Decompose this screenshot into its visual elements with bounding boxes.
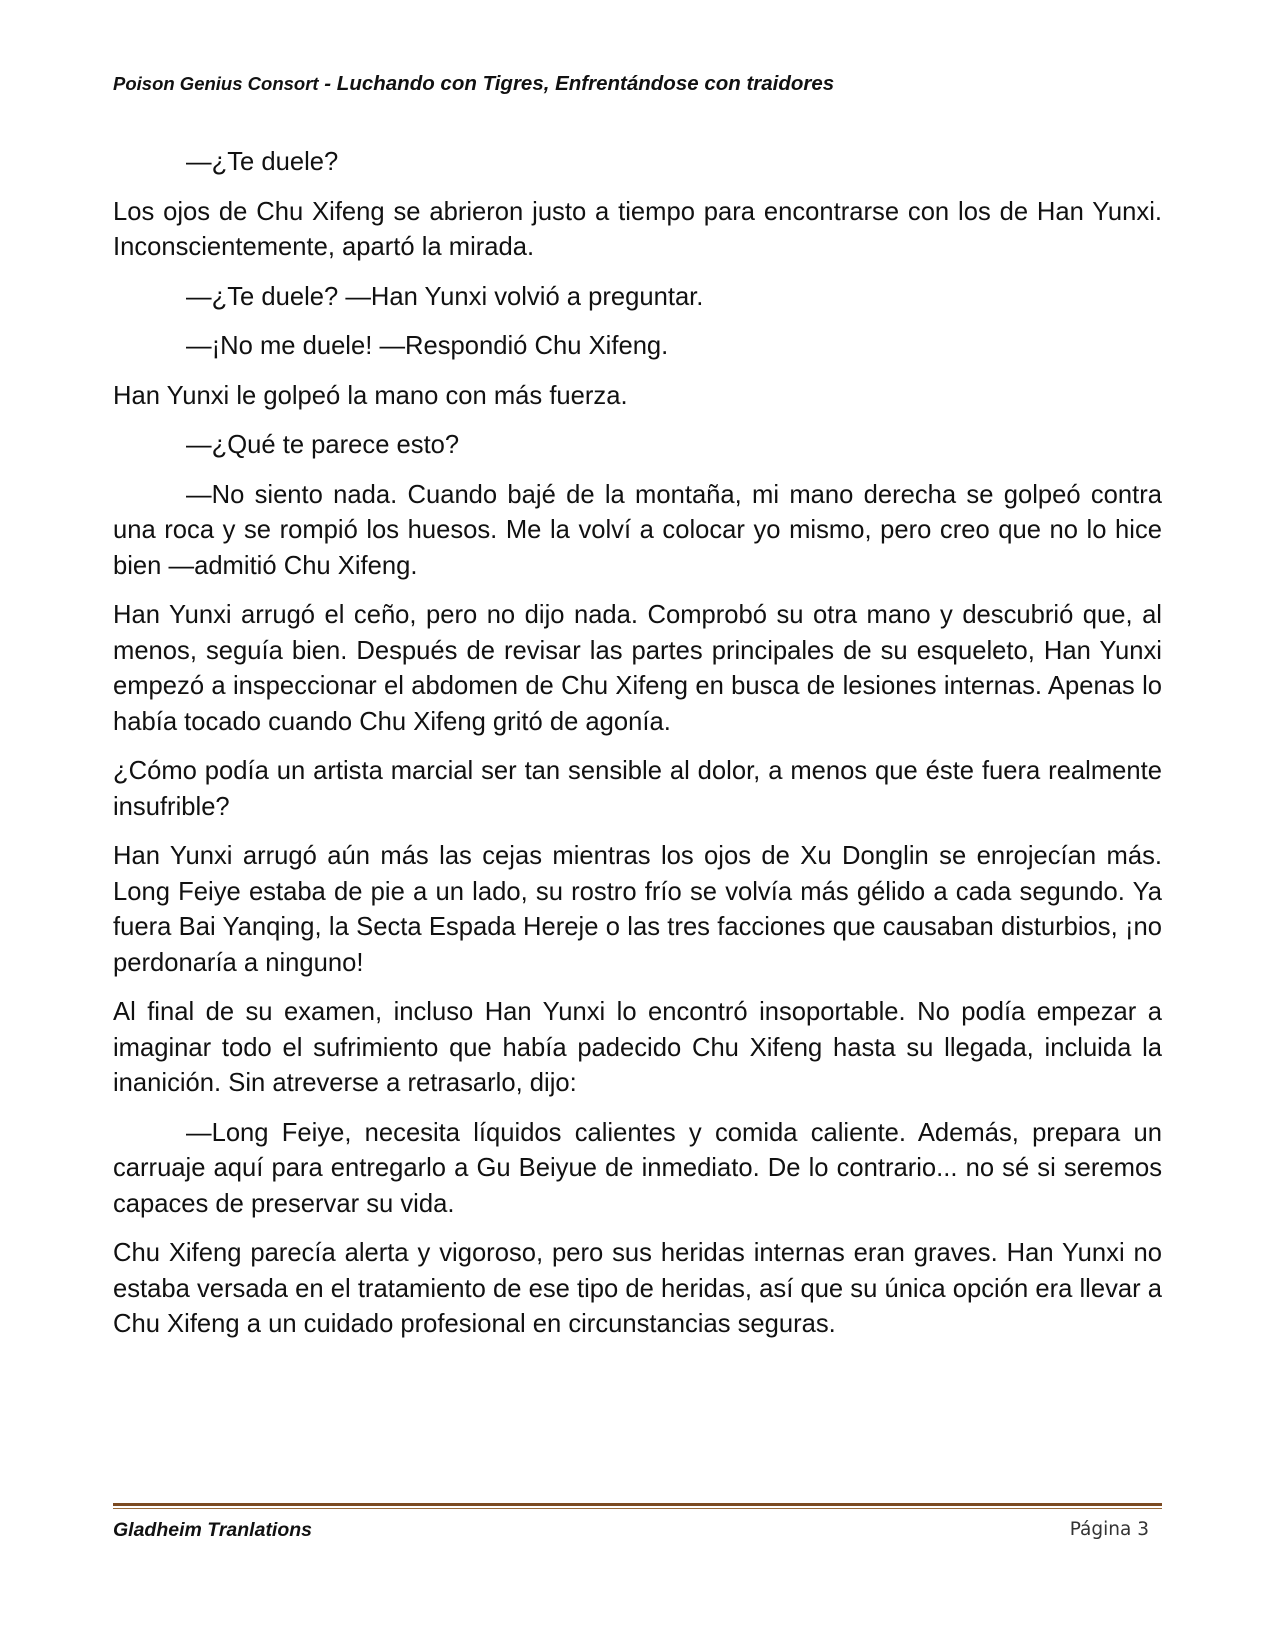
footer-credit: Gladheim Tranlations [113,1519,313,1541]
paragraph: Al final de su examen, incluso Han Yunxi lo encontró insoportable. No podía empezar a imaginar todo el sufrimiento que había padecido Chu Xifeng hasta su llegada, incluida la inanición. Sin atreverse a retrasarlo, dijo: [113,998,1162,1097]
header-chapter-title: Luchando con Tigres, Enfrentándose con traidores [336,72,835,95]
running-header [113,72,1173,96]
body-text [113,145,1162,1357]
paragraph: —¿Te duele? —Han Yunxi volvió a preguntar. [186,282,704,311]
page-number: Página 3 [1069,1519,1149,1540]
paragraph: Los ojos de Chu Xifeng se abrieron justo a tiempo para encontrarse con los de Han Yunxi. Inconscientemente, apartó la mirada. [113,197,1162,261]
paragraph: Han Yunxi arrugó el ceño, pero no dijo nada. Comprobó su otra mano y descubrió que, al menos, seguía bien. Después de revisar las partes principales de su esqueleto, Han Yunxi empezó a inspeccionar el abdomen de Chu Xifeng en busca de lesiones internas. Apenas lo había tocado cuando Chu Xifeng gritó de agonía. [113,601,1162,736]
paragraph: ¿Cómo podía un artista marcial ser tan sensible al dolor, a menos que éste fuera realmente insufrible? [113,757,1162,821]
paragraph: Han Yunxi le golpeó la mano con más fuerza. [113,381,628,410]
paragraph: —¡No me duele! —Respondió Chu Xifeng. [186,332,669,360]
paragraph: Han Yunxi arrugó aún más las cejas mientras los ojos de Xu Donglin se enrojecían más. Long Feiye estaba de pie a un lado, su rostro frío se volvía más gélido a cada segundo. Ya fuera Bai Yanqing, la Secta Espada Hereje o las tres facciones que causaban disturbios, ¡no perdonaría a ninguno! [113,842,1162,977]
paragraph: —¿Te duele? [186,148,339,176]
paragraph: —¿Qué te parece esto? [186,431,460,459]
paragraph: —No siento nada. Cuando bajé de la montaña, mi mano derecha se golpeó contra una roca y se rompió los huesos. Me la volví a colocar yo mismo, pero creo que no lo hice bien —admitió Chu Xifeng. [113,480,1162,580]
paragraph: Chu Xifeng parecía alerta y vigoroso, pero sus heridas internas eran graves. Han Yunxi no estaba versada en el tratamiento de ese tipo de heridas, así que su única opción era llevar a Chu Xifeng a un cuidado profesional en circunstancias seguras. [113,1239,1162,1338]
footer-divider-thin-line [113,1508,1162,1509]
footer-divider [113,1503,1162,1511]
header-series-title: Poison Genius Consort [113,73,319,94]
header-separator: - [318,72,337,95]
paragraph: —Long Feiye, necesita líquidos calientes y comida caliente. Además, prepara un carruaje aquí para entregarlo a Gu Beiyue de inmediato. De lo contrario... no sé si seremos capaces de preservar su vida. [113,1118,1162,1218]
footer-divider-thick-line [113,1503,1162,1506]
